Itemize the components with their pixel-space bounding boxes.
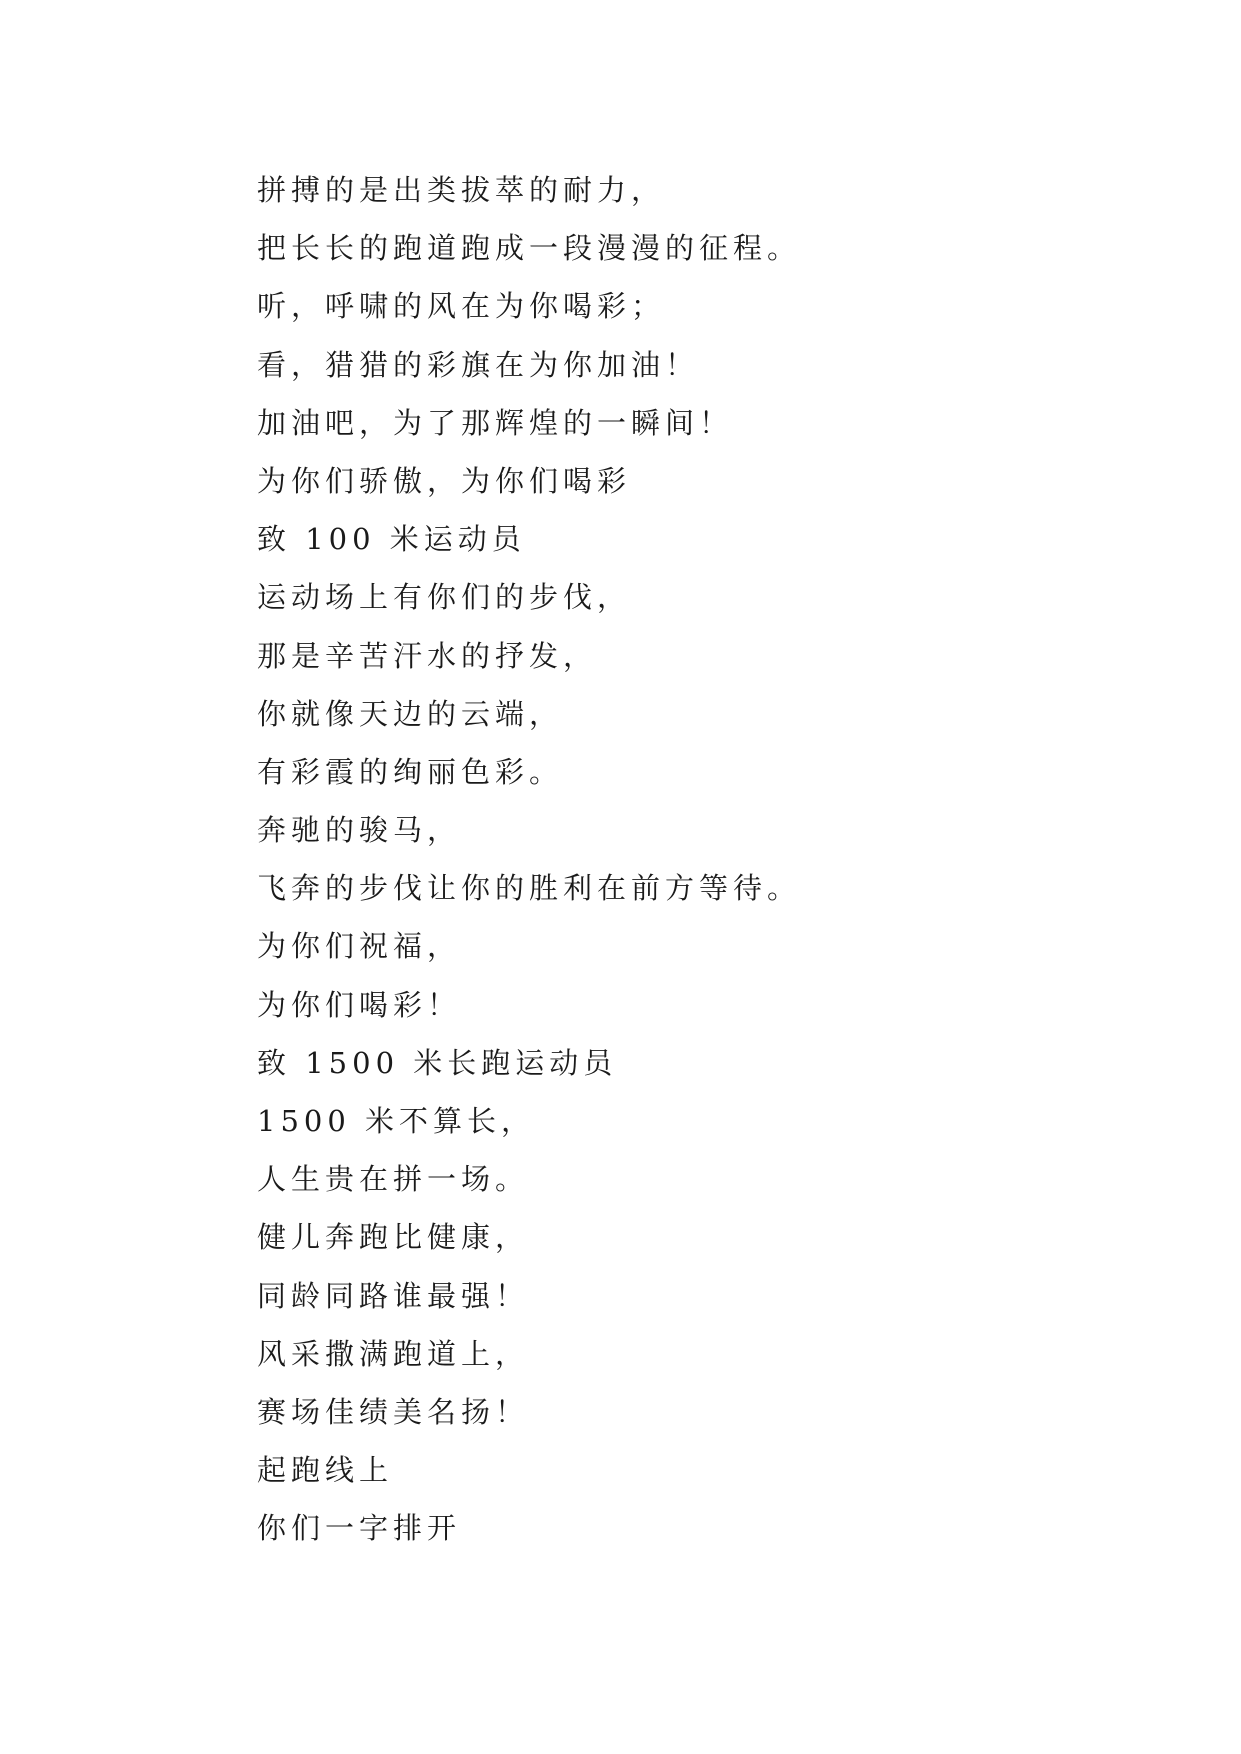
text-line: 同龄同路谁最强！: [257, 1278, 530, 1313]
text-line: 为你们祝福，: [257, 929, 462, 964]
text-line: 运动场上有你们的步伐，: [257, 580, 632, 615]
text-line: 赛场佳绩美名扬！: [257, 1394, 530, 1429]
text-line: 把长长的跑道跑成一段漫漫的征程。: [257, 231, 802, 266]
text-line: 拼搏的是出类拔萃的耐力，: [257, 173, 666, 207]
text-line: 加油吧，为了那辉煌的一瞬间！: [257, 405, 734, 440]
text-line: 人生贵在拼一场。: [257, 1162, 530, 1197]
text-line: 有彩霞的绚丽色彩。: [257, 754, 564, 789]
text-line: 你们一字排开: [257, 1511, 462, 1546]
poem-text-block: [257, 161, 1157, 1558]
text-line: 看，猎猎的彩旗在为你加油！: [257, 347, 700, 382]
text-line: 风采撒满跑道上，: [257, 1336, 530, 1371]
text-line: 飞奔的步伐让你的胜利在前方等待。: [257, 871, 802, 906]
section-heading: 致 1500 米长跑运动员: [257, 1045, 618, 1080]
text-line: 听，呼啸的风在为你喝彩；: [257, 289, 666, 324]
text-line: 那是辛苦汗水的抒发，: [257, 638, 598, 673]
text-line: 你就像天边的云端，: [257, 696, 564, 731]
text-line: 起跑线上: [257, 1453, 394, 1488]
text-line: 为你们骄傲，为你们喝彩: [257, 463, 632, 498]
text-line: 奔驰的骏马，: [257, 813, 462, 848]
text-line: 1500 米不算长，: [257, 1104, 536, 1138]
text-line: 健儿奔跑比健康，: [257, 1220, 530, 1255]
text-line: 为你们喝彩！: [257, 987, 462, 1022]
section-heading: 致 100 米运动员: [257, 522, 526, 557]
